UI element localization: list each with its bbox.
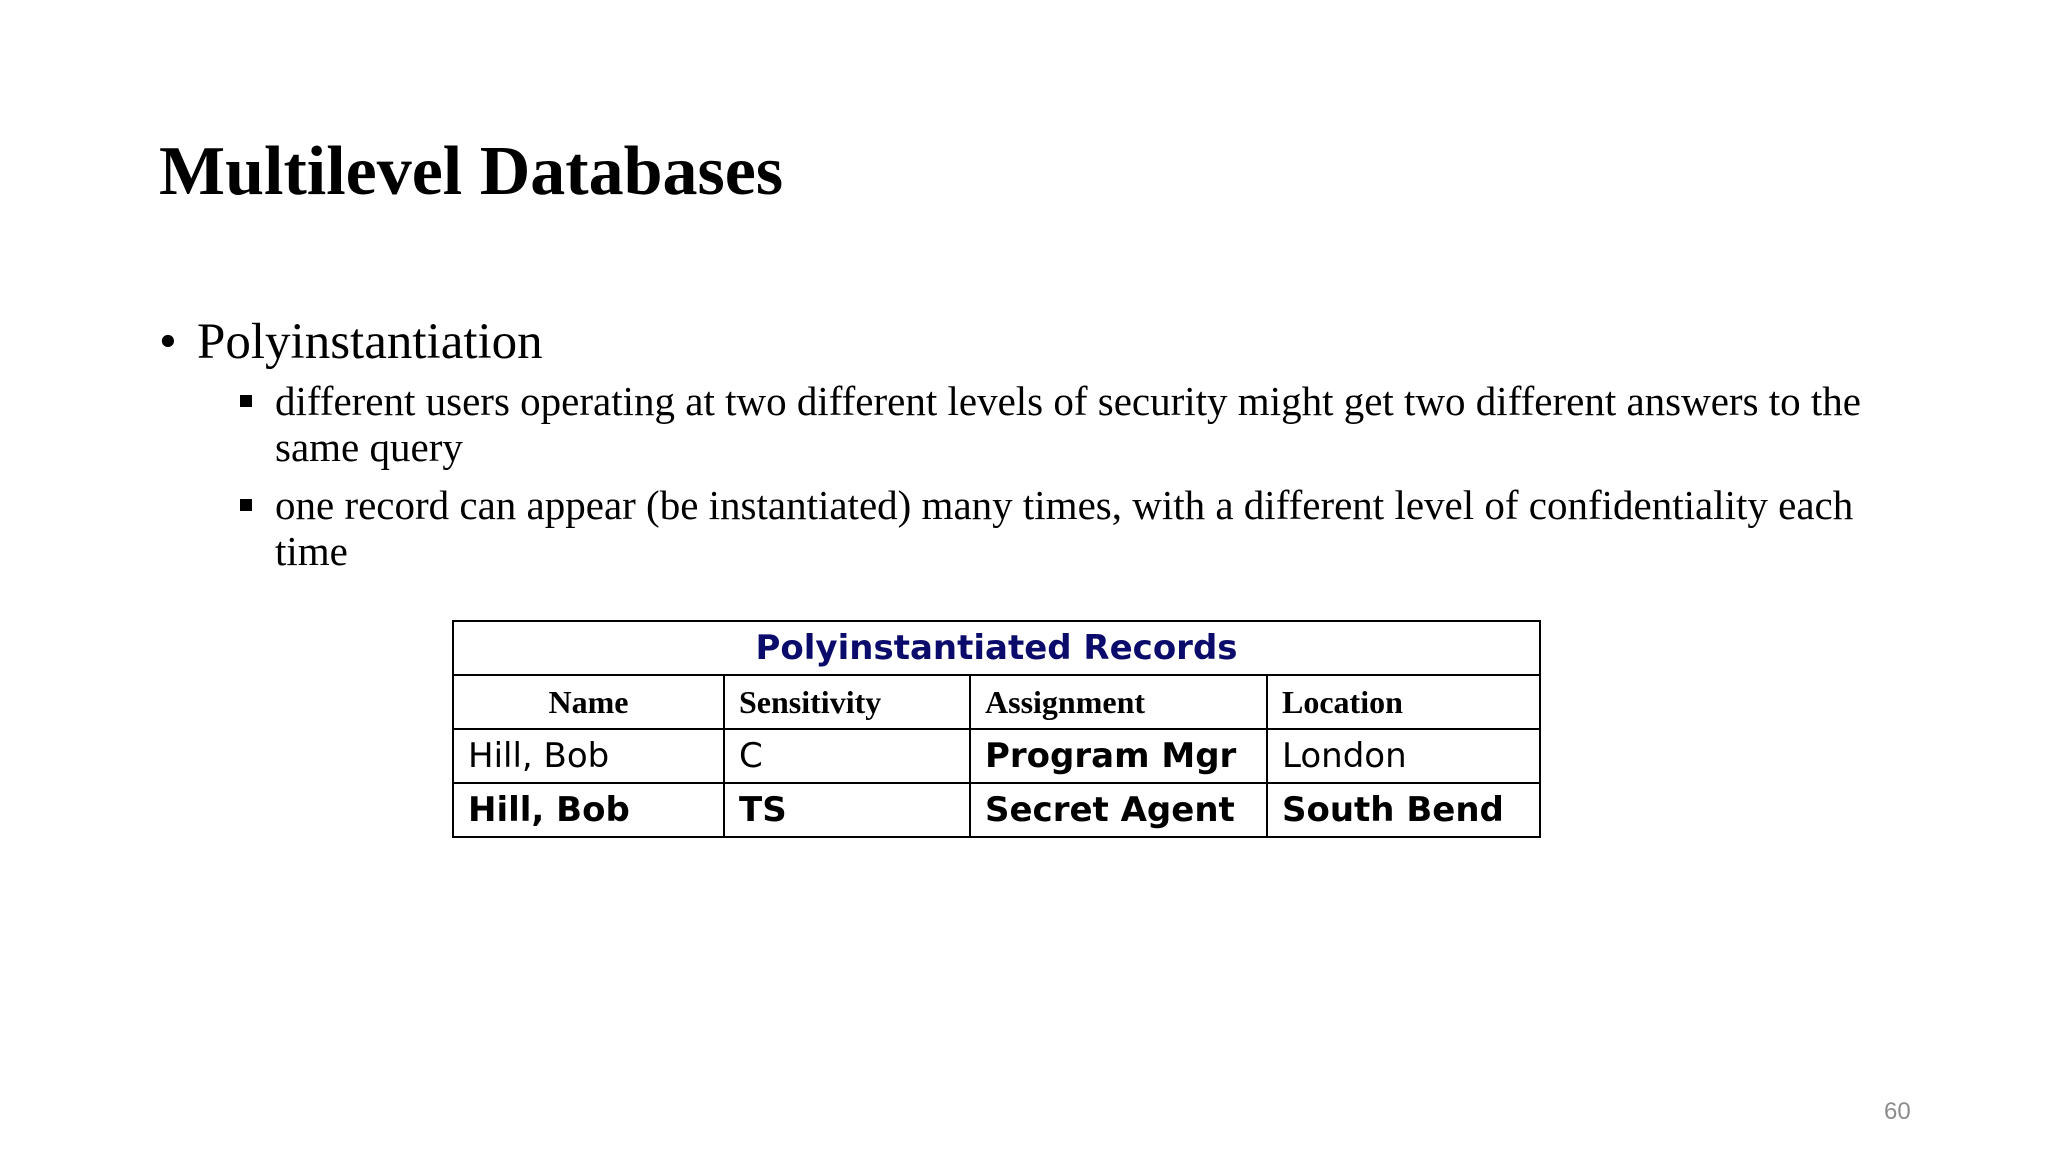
sub-bullet-text: one record can appear (be instantiated) many times, with a different level of confidentiality each time (275, 482, 1854, 574)
bullet-list (159, 312, 1919, 586)
cell-assignment: Secret Agent (970, 783, 1267, 837)
header-sensitivity: Sensitivity (724, 675, 970, 729)
cell-location: South Bend (1267, 783, 1540, 837)
page-number: 60 (1884, 1098, 1911, 1125)
sub-bullet-text: different users operating at two different levels of security might get two different answers to the same query (275, 378, 1862, 470)
header-name: Name (453, 675, 724, 729)
bullet-item-polyinstantiation (159, 312, 1919, 372)
slide-title: Multilevel Databases (159, 133, 784, 210)
table-caption: Polyinstantiated Records (453, 621, 1540, 675)
records-table-container (452, 620, 1539, 838)
bullet-dot-icon: • (159, 314, 177, 370)
square-bullet-icon (240, 395, 252, 407)
square-bullet-icon (240, 499, 252, 511)
table-header-row (453, 675, 1540, 729)
cell-sensitivity: C (724, 729, 970, 783)
table-row (453, 783, 1540, 837)
bullet-text: Polyinstantiation (197, 314, 543, 370)
polyinstantiated-records-table (452, 620, 1541, 838)
cell-name: Hill, Bob (453, 783, 724, 837)
header-assignment: Assignment (970, 675, 1267, 729)
cell-name: Hill, Bob (453, 729, 724, 783)
cell-sensitivity: TS (724, 783, 970, 837)
table-caption-row (453, 621, 1540, 675)
cell-assignment: Program Mgr (970, 729, 1267, 783)
sub-bullet-list (159, 378, 1919, 574)
table-row (453, 729, 1540, 783)
header-location: Location (1267, 675, 1540, 729)
sub-bullet-item (159, 378, 1919, 470)
sub-bullet-item (159, 482, 1919, 574)
cell-location: London (1267, 729, 1540, 783)
